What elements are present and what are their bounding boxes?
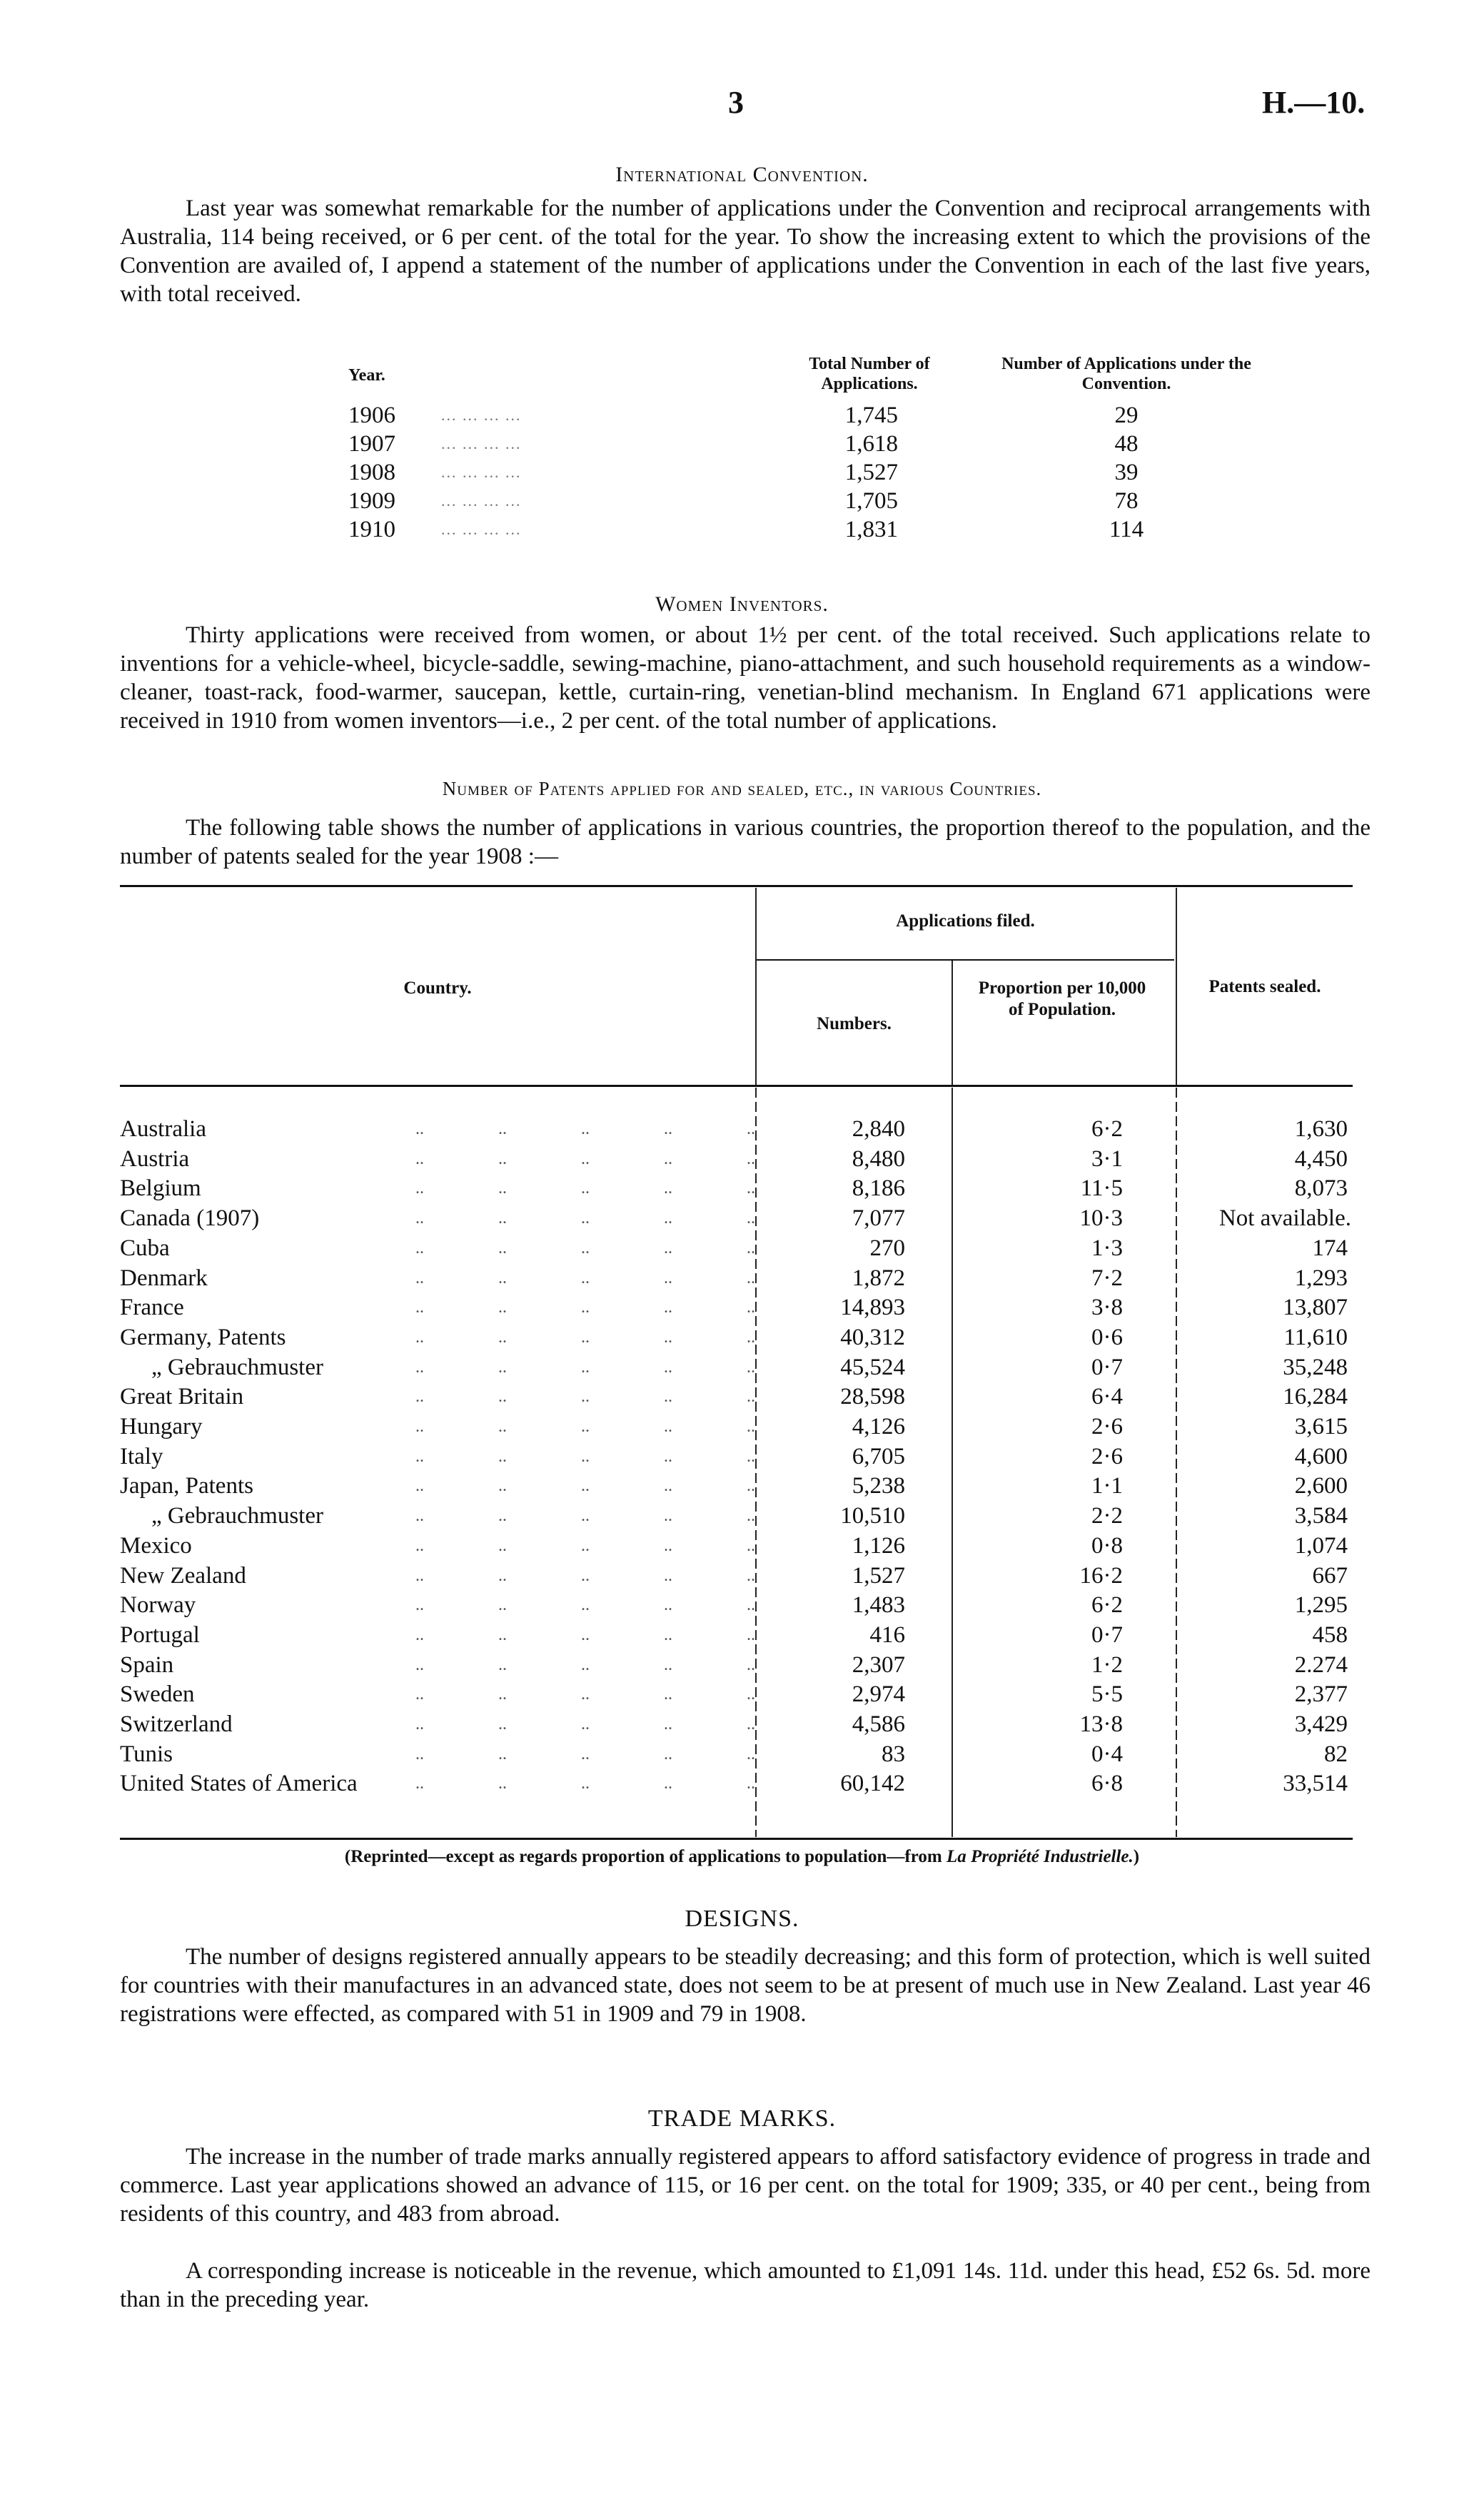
applications-number-cell: 2,840 <box>852 1116 905 1142</box>
proportion-value: 7·2 <box>1091 1265 1123 1291</box>
country-cell: Austria <box>120 1145 190 1172</box>
applications-number-cell: 40,312 <box>840 1324 905 1350</box>
header-total-applications: Total Number of Applications. <box>809 355 930 393</box>
patents-sealed-cell: 35,248 <box>1283 1354 1348 1380</box>
convention-applications-cell: 48 <box>1114 431 1139 457</box>
leader-dots: ... ... ... ... <box>441 435 522 452</box>
heading-patents-various-countries: Number of Patents applied for and sealed, etc., in various Countries. <box>442 778 1042 799</box>
applications-number-cell: 1,527 <box>852 1562 905 1589</box>
leader-dots: .. .. .. .. .. <box>415 1625 755 1644</box>
country-cell: „ Gebrauchmuster <box>151 1503 323 1529</box>
proportion-cell <box>952 1680 1123 1709</box>
total-applications-cell: 1,705 <box>844 488 898 514</box>
leader-dots: ... ... ... ... <box>441 463 522 481</box>
header-bottom-rule <box>120 1085 1353 1087</box>
total-applications-cell: 1,527 <box>844 460 898 485</box>
proportion-cell <box>952 1710 1123 1739</box>
patents-sealed-cell: 13,807 <box>1283 1295 1348 1321</box>
applications-number-cell: 28,598 <box>840 1384 905 1410</box>
leader-dots: .. .. .. .. .. <box>415 1447 755 1466</box>
country-cell: Norway <box>120 1592 196 1619</box>
patents-sealed-cell: Not available. <box>1218 1205 1351 1232</box>
year-cell: 1906 <box>348 403 395 428</box>
proportion-cell <box>952 1174 1123 1203</box>
note-source: La Propriété Industrielle. <box>946 1847 1134 1866</box>
proportion-cell <box>952 1234 1123 1263</box>
proportion-cell <box>952 1442 1123 1472</box>
applications-number-cell: 60,142 <box>840 1771 905 1797</box>
proportion-cell <box>952 1591 1123 1620</box>
proportion-cell <box>952 1651 1123 1680</box>
proportion-value: 2·6 <box>1091 1443 1123 1469</box>
heading-trade-marks: TRADE MARKS. <box>647 2105 837 2132</box>
proportion-cell <box>952 1472 1123 1501</box>
patents-sealed-cell: 8,073 <box>1294 1175 1348 1202</box>
patents-table-row <box>120 1145 1353 1174</box>
proportion-value: 6·2 <box>1091 1592 1123 1619</box>
applications-number-cell: 2,307 <box>852 1651 905 1678</box>
applications-number-cell: 7,077 <box>852 1205 905 1232</box>
proportion-cell <box>952 1145 1123 1174</box>
patents-table-row <box>120 1651 1353 1680</box>
proportion-value: 2·2 <box>1091 1503 1123 1529</box>
patents-sealed-cell: 458 <box>1312 1621 1348 1648</box>
leader-dots: .. .. .. .. .. <box>415 1209 755 1228</box>
proportion-cell <box>952 1293 1123 1322</box>
leader-dots: .. .. .. .. .. <box>415 1566 755 1585</box>
leader-dots: .. .. .. .. .. <box>415 1655 755 1674</box>
applications-number-cell: 14,893 <box>840 1295 905 1321</box>
patents-sealed-cell: 3,429 <box>1294 1711 1348 1737</box>
patents-table-row <box>120 1264 1353 1293</box>
proportion-cell <box>952 1382 1123 1412</box>
patents-sealed-cell: 3,615 <box>1294 1414 1348 1439</box>
patents-table-row <box>120 1591 1353 1620</box>
convention-applications-cell: 29 <box>1114 403 1139 428</box>
proportion-cell <box>952 1740 1123 1769</box>
applications-number-cell: 416 <box>869 1621 905 1648</box>
country-cell: Cuba <box>120 1235 170 1261</box>
international-convention-paragraph: Last year was somewhat remarkable for the number of applications under the Convention and reciprocal arrangements with Australia, 114 being received, or 6 per cent. of the total for the year. To show the increasing extent to which the provisions of the Convention are availed of, I append a statement of the number of applications under the Convention in each of the last five years, with total received. <box>120 196 1371 307</box>
table-bottom-rule <box>120 1838 1353 1840</box>
heading-international-convention: International Convention. <box>615 163 869 186</box>
leader-dots: .. .. .. .. .. <box>415 1298 755 1317</box>
total-applications-cell: 1,745 <box>844 403 898 428</box>
proportion-value: 3·1 <box>1091 1145 1123 1172</box>
leader-dots: .. .. .. .. .. <box>415 1179 755 1198</box>
heading-designs: DESIGNS. <box>685 1906 799 1932</box>
country-cell: Italy <box>120 1443 163 1469</box>
leader-dots: .. .. .. .. .. <box>415 1596 755 1615</box>
page-number: 3 <box>728 85 744 120</box>
patents-sealed-cell: 1,295 <box>1294 1592 1348 1619</box>
applications-number-cell: 270 <box>869 1235 905 1261</box>
convention-table-row <box>348 430 1262 458</box>
proportion-cell <box>952 1353 1123 1382</box>
convention-table <box>348 357 1262 544</box>
patents-sealed-cell: 667 <box>1312 1562 1348 1589</box>
patents-table-row <box>120 1680 1353 1709</box>
convention-applications-cell: 39 <box>1114 460 1139 485</box>
proportion-cell <box>952 1769 1123 1798</box>
leader-dots: .. .. .. .. .. <box>415 1536 755 1555</box>
patents-sealed-cell: 1,293 <box>1294 1265 1348 1291</box>
country-cell: Tunis <box>120 1741 173 1767</box>
patents-table-row <box>120 1234 1353 1263</box>
proportion-value: 1·2 <box>1091 1651 1123 1678</box>
leader-dots: .. .. .. .. .. <box>415 1149 755 1168</box>
total-applications-cell: 1,831 <box>844 517 898 542</box>
applications-number-cell: 4,586 <box>852 1711 905 1737</box>
patents-table <box>120 885 1353 1841</box>
patents-sealed-cell: 3,584 <box>1294 1503 1348 1529</box>
proportion-value: 1·1 <box>1091 1473 1123 1499</box>
note-suffix: ) <box>1133 1847 1140 1866</box>
header-numbers: Numbers. <box>817 1014 892 1033</box>
header-proportion: Proportion per 10,000 of Population. <box>978 978 1146 1019</box>
patents-sealed-cell: 82 <box>1324 1741 1348 1767</box>
leader-dots: ... ... ... ... <box>441 492 522 510</box>
table-source-note <box>0 1847 1484 1867</box>
patents-sealed-cell: 16,284 <box>1283 1384 1348 1410</box>
patents-table-row <box>120 1442 1353 1472</box>
patents-sealed-cell: 33,514 <box>1283 1771 1348 1797</box>
country-cell: „ Gebrauchmuster <box>151 1354 323 1380</box>
header-patents-sealed: Patents sealed. <box>1208 977 1321 996</box>
country-cell: Denmark <box>120 1265 208 1291</box>
patents-table-row <box>120 1562 1353 1591</box>
patents-sealed-cell: 2.274 <box>1294 1651 1348 1678</box>
leader-dots: .. .. .. .. .. <box>415 1507 755 1526</box>
year-cell: 1910 <box>348 517 395 542</box>
header-convention-applications: Number of Applications under the Convention. <box>1001 355 1251 393</box>
proportion-value: 13·8 <box>1079 1711 1123 1737</box>
patents-table-row <box>120 1740 1353 1769</box>
patents-table-row <box>120 1710 1353 1739</box>
header-country: Country. <box>403 978 472 998</box>
proportion-value: 6·2 <box>1091 1116 1123 1142</box>
country-cell: Germany, Patents <box>120 1324 286 1350</box>
trade-marks-paragraph-2: A corresponding increase is noticeable in the revenue, which amounted to £1,091 14s. 11d. under this head, £52 6s. 5d. more than in the preceding year. <box>120 2258 1371 2312</box>
applications-number-cell: 83 <box>882 1741 905 1767</box>
patents-sealed-cell: 2,377 <box>1294 1681 1348 1708</box>
applications-number-cell: 5,238 <box>852 1473 905 1499</box>
leader-dots: .. .. .. .. .. <box>415 1417 755 1436</box>
patents-table-row <box>120 1353 1353 1382</box>
applications-number-cell: 4,126 <box>852 1414 905 1439</box>
proportion-value: 0·8 <box>1091 1532 1123 1559</box>
heading-women-inventors: Women Inventors. <box>655 592 829 616</box>
proportion-value: 10·3 <box>1079 1205 1123 1232</box>
proportion-value: 2·6 <box>1091 1414 1123 1439</box>
leader-dots: .. .. .. .. .. <box>415 1715 755 1734</box>
leader-dots: .. .. .. .. .. <box>415 1477 755 1496</box>
applications-number-cell: 1,126 <box>852 1532 905 1559</box>
document-reference: H.—10. <box>1262 85 1366 120</box>
patents-table-row <box>120 1382 1353 1412</box>
country-cell: Canada (1907) <box>120 1205 260 1232</box>
country-cell: Hungary <box>120 1414 203 1439</box>
convention-table-header <box>348 357 1262 401</box>
patents-table-row <box>120 1621 1353 1650</box>
proportion-value: 16·2 <box>1079 1562 1123 1589</box>
proportion-cell <box>952 1323 1123 1352</box>
leader-dots: .. .. .. .. .. <box>415 1685 755 1704</box>
applications-number-cell: 1,483 <box>852 1592 905 1619</box>
patents-table-row <box>120 1174 1353 1203</box>
patents-table-row <box>120 1204 1353 1233</box>
applications-number-cell: 8,480 <box>852 1145 905 1172</box>
country-cell: France <box>120 1295 184 1321</box>
leader-dots: .. .. .. .. .. <box>415 1268 755 1287</box>
proportion-cell <box>952 1264 1123 1293</box>
leader-dots: .. .. .. .. .. <box>415 1327 755 1347</box>
patents-table-row <box>120 1472 1353 1501</box>
country-cell: Switzerland <box>120 1711 233 1737</box>
proportion-value: 5·5 <box>1091 1681 1123 1708</box>
patents-sealed-cell: 174 <box>1312 1235 1348 1261</box>
header-year: Year. <box>348 366 385 385</box>
leader-dots: .. .. .. .. .. <box>415 1387 755 1407</box>
patents-sealed-cell: 1,074 <box>1294 1532 1348 1559</box>
proportion-cell <box>952 1562 1123 1591</box>
proportion-cell <box>952 1621 1123 1650</box>
year-cell: 1907 <box>348 431 395 457</box>
proportion-value: 1·3 <box>1091 1235 1123 1261</box>
country-cell: Belgium <box>120 1175 201 1202</box>
proportion-cell <box>952 1115 1123 1144</box>
convention-applications-cell: 114 <box>1109 517 1144 542</box>
applications-number-cell: 1,872 <box>852 1265 905 1291</box>
note-prefix: (Reprinted—except as regards proportion of applications to population—from <box>344 1847 947 1866</box>
patents-table-row <box>120 1412 1353 1442</box>
leader-dots: .. .. .. .. .. <box>415 1120 755 1138</box>
leader-dots: ... ... ... ... <box>441 520 522 538</box>
leader-dots: .. .. .. .. .. <box>415 1774 755 1793</box>
women-inventors-paragraph: Thirty applications were received from women, or about 1½ per cent. of the total received. Such applications relate to inventions for a vehicle-wheel, bicycle-saddle, sewing-machine, piano-attachment, and such household requirements as a window-cleaner, toast-rack, food-warmer, saucepan, kettle, curtain-ring, venetian-blind mechanism. In England 671 applications were received in 1910 from women inventors—i.e., 2 per cent. of the total number of applications. <box>120 622 1371 734</box>
applications-number-cell: 2,974 <box>852 1681 905 1708</box>
proportion-value: 0·4 <box>1091 1741 1123 1767</box>
header-applications-filed: Applications filed. <box>896 911 1035 931</box>
year-cell: 1909 <box>348 488 395 514</box>
convention-table-row <box>348 401 1262 430</box>
patents-table-row <box>120 1502 1353 1531</box>
applications-number-cell: 8,186 <box>852 1175 905 1202</box>
trade-marks-paragraph-1: The increase in the number of trade marks annually registered appears to afford satisfactory evidence of progress in trade and commerce. Last year applications showed an advance of 115, or 16 per cent. on the total for 1909; 335, or 40 per cent., being from residents of this country, and 483 from abroad. <box>120 2144 1371 2227</box>
applications-number-cell: 6,705 <box>852 1443 905 1469</box>
country-cell: Japan, Patents <box>120 1473 253 1499</box>
patents-countries-paragraph: The following table shows the number of applications in various countries, the proportion thereof to the population, and the number of patents sealed for the year 1908 :— <box>120 815 1371 869</box>
country-cell: Spain <box>120 1651 174 1678</box>
country-cell: Portugal <box>120 1621 200 1648</box>
leader-dots: .. .. .. .. .. <box>415 1744 755 1764</box>
year-cell: 1908 <box>348 460 395 485</box>
patents-table-row <box>120 1769 1353 1798</box>
proportion-value: 6·8 <box>1091 1771 1123 1797</box>
patents-table-row <box>120 1532 1353 1561</box>
proportion-value: 11·5 <box>1080 1175 1123 1202</box>
patents-table-row <box>120 1293 1353 1322</box>
proportion-value: 3·8 <box>1091 1295 1123 1321</box>
country-cell: Mexico <box>120 1532 192 1559</box>
proportion-value: 0·7 <box>1091 1621 1123 1648</box>
proportion-cell <box>952 1204 1123 1233</box>
applications-number-cell: 45,524 <box>840 1354 905 1380</box>
total-applications-cell: 1,618 <box>844 431 898 457</box>
country-cell: Sweden <box>120 1681 195 1708</box>
designs-paragraph: The number of designs registered annually appears to be steadily decreasing; and this form of protection, which is well suited for countries with their manufactures in an advanced state, does not seem to be at present of much use in New Zealand. Last year 46 registrations were effected, as compared with 51 in 1909 and 79 in 1908. <box>120 1944 1371 2027</box>
country-cell: Australia <box>120 1116 206 1142</box>
convention-table-row <box>348 515 1262 544</box>
patents-sealed-cell: 1,630 <box>1294 1116 1348 1142</box>
proportion-cell <box>952 1532 1123 1561</box>
column-divider <box>952 961 953 1085</box>
convention-table-row <box>348 487 1262 515</box>
patents-sealed-cell: 4,450 <box>1294 1145 1348 1172</box>
patents-sealed-cell: 2,600 <box>1294 1473 1348 1499</box>
patents-sealed-cell: 4,600 <box>1294 1443 1348 1469</box>
country-cell: United States of America <box>120 1771 358 1797</box>
proportion-value: 0·7 <box>1091 1354 1123 1380</box>
convention-table-row <box>348 458 1262 487</box>
patents-table-row <box>120 1323 1353 1352</box>
convention-applications-cell: 78 <box>1114 488 1139 514</box>
leader-dots: ... ... ... ... <box>441 406 522 424</box>
subheader-rule <box>757 959 1174 961</box>
table-top-rule <box>120 885 1353 887</box>
proportion-cell <box>952 1412 1123 1442</box>
applications-number-cell: 10,510 <box>840 1503 905 1529</box>
proportion-value: 6·4 <box>1091 1384 1123 1410</box>
proportion-cell <box>952 1502 1123 1531</box>
patents-sealed-cell: 11,610 <box>1283 1324 1348 1350</box>
leader-dots: .. .. .. .. .. <box>415 1238 755 1258</box>
patents-table-row <box>120 1115 1353 1144</box>
country-cell: New Zealand <box>120 1562 246 1589</box>
proportion-value: 0·6 <box>1091 1324 1123 1350</box>
country-cell: Great Britain <box>120 1384 244 1410</box>
leader-dots: .. .. .. .. .. <box>415 1357 755 1377</box>
